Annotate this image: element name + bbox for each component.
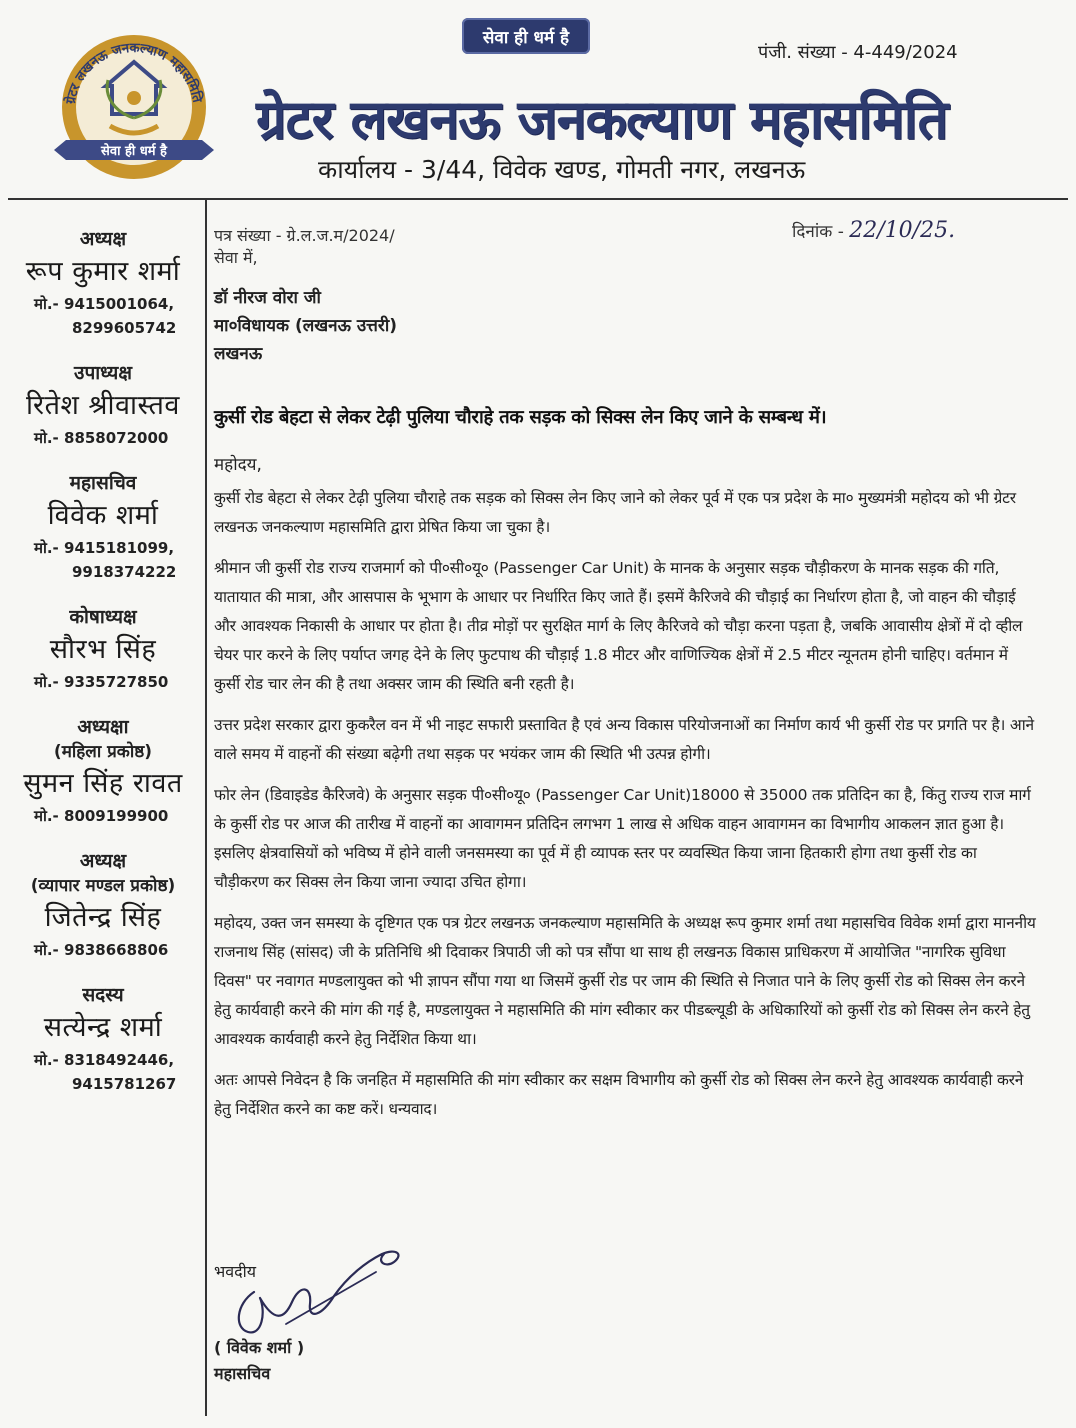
header-divider	[8, 198, 1068, 200]
office-bearer-phone: मो.- 8858072000	[34, 429, 169, 447]
signatory-name: ( विवेक शर्मा )	[214, 1338, 305, 1357]
office-bearer-phone: 9415781267	[72, 1075, 177, 1093]
paragraph: फोर लेन (डिवाइडेड कैरिजवे) के अनुसार सड़क पी०सी०यू० (Passenger Car Unit)18000 से 35000 तक प्रतिदिन का है, किंतु राज्य राज मार्ग के कुर्सी रोड पर आज की तारीख में वाहनों का आवागमन प्रतिदिन लगभग 1 लाख से अधिक वाहन आवागमन का विभागीय आकलन ज्ञात हुआ है। इसलिए क्षेत्रवासियों को भविष्य में होने वाली जनसमस्या का पूर्व में ही व्यापक स्तर पर व्यवस्थित किया जाना हितकारी होगा तथा कुर्सी रोड का चौड़ीकरण कर सिक्स लेन किया जाना ज्यादा उचित होगा।	[214, 786, 1031, 891]
office-bearers-sidebar	[8, 226, 198, 1116]
office-bearer	[8, 360, 198, 450]
reference-number: पत्र संख्या - ग्रे.ल.ज.म/2024/	[214, 226, 395, 245]
registration-number: पंजी. संख्या - 4-449/2024	[758, 42, 958, 63]
paragraph: कुर्सी रोड बेहटा से लेकर टेढ़ी पुलिया चौराहे तक सड़क को सिक्स लेन किए जाने को लेकर पूर्व में एक पत्र प्रदेश के मा० मुख्यमंत्री महोदय को भी ग्रेटर लखनऊ जनकल्याण महासमिति द्वारा प्रेषित किया जा चुका है।	[214, 489, 1016, 536]
signatory-designation: महासचिव	[214, 1364, 271, 1383]
office-bearer-name: रितेश श्रीवास्तव	[26, 390, 180, 421]
office-bearer-name: विवेक शर्मा	[47, 500, 159, 531]
office-bearer-phone: मो.- 9415001064,	[34, 295, 175, 313]
paragraph: श्रीमान जी कुर्सी रोड राज्य राजमार्ग को पी०सी०यू० (Passenger Car Unit) के मानक के अनुसार सड़क चौड़ीकरण के मानक सड़क की गति, यातायात की मात्रा, और आसपास के भूभाग के आधार पर निर्धारित किए जाते हैं। इसमें कैरिजवे की चौड़ाई का निर्धारण होता है, जो वाहन की चौड़ाई और आवश्यक निकासी के आधार पर होता है। तीव्र मोड़ों पर सुरक्षित मार्ग के लिए कैरिजवे को चौड़ा करना पड़ता है, जबकि आवासीय क्षेत्रों में दो व्हील चेयर पार करने के लिए पर्याप्त जगह देने के लिए फुटपाथ की चौड़ाई 1.8 मीटर और वाणिज्यिक क्षेत्रों में 2.5 मीटर न्यूनतम होनी चाहिए। वर्तमान में कुर्सी रोड चार लेन की है तथा अक्सर जाम की स्थिति बनी रहती है।	[214, 559, 1023, 693]
logo-ribbon-text: सेवा ही धर्म है	[101, 144, 167, 159]
office-bearer-phone: मो.- 9415181099,	[34, 539, 175, 557]
date-value: 22/10/25.	[849, 218, 956, 243]
office-bearer-role: सदस्य	[82, 984, 124, 1006]
office-bearer-role: अध्यक्ष	[79, 228, 127, 250]
office-bearer	[8, 226, 198, 340]
letter-date	[792, 218, 955, 243]
addressee-city: लखनऊ	[214, 344, 263, 364]
office-bearer	[8, 848, 198, 962]
office-bearer-cell: (व्यापार मण्डल प्रकोष्ठ)	[30, 876, 176, 896]
office-bearer-phone: 9918374222	[72, 563, 177, 581]
logo-sun-icon	[127, 91, 141, 105]
addressee-name: डॉ नीरज वोरा जी	[214, 288, 321, 308]
office-bearer-name: सौरभ सिंह	[49, 634, 157, 665]
office-address: कार्यालय - 3/44, विवेक खण्ड, गोमती नगर, लखनऊ	[318, 155, 806, 184]
office-bearer-role: अध्यक्ष	[79, 850, 127, 872]
handwritten-signature	[226, 1232, 426, 1342]
office-bearer-name: जितेन्द्र सिंह	[44, 902, 162, 933]
salutation: महोदय,	[214, 455, 262, 475]
office-bearer	[8, 604, 198, 694]
paragraph: अतः आपसे निवेदन है कि जनहित में महासमिति की मांग स्वीकार कर सक्षम विभागीय को कुर्सी रोड को सिक्स लेन करने हेतु आवश्यक कार्यवाही करने हेतु निर्देशित करने का कष्ट करें। धन्यवाद।	[214, 1071, 1024, 1118]
organization-logo	[44, 22, 224, 192]
office-bearer-phone: 8299605742	[72, 319, 177, 337]
office-bearer-role: महासचिव	[69, 472, 137, 494]
letter-subject: कुर्सी रोड बेहटा से लेकर टेढ़ी पुलिया चौराहे तक सड़क को सिक्स लेन किए जाने के सम्बन्ध में।	[214, 407, 827, 428]
motto-badge: सेवा ही धर्म है	[462, 18, 590, 54]
addressee-title: मा०विधायक (लखनऊ उत्तरी)	[214, 316, 398, 336]
paragraph: महोदय, उक्त जन समस्या के दृष्टिगत एक पत्र ग्रेटर लखनऊ जनकल्याण महासमिति के अध्यक्ष रूप कुमार शर्मा तथा महासचिव विवेक शर्मा द्वारा माननीय राजनाथ सिंह (सांसद) जी के प्रतिनिधि श्री दिवाकर त्रिपाठी जी को पत्र सौंपा था साथ ही लखनऊ विकास प्राधिकरण में आयोजित "नागरिक सुविधा दिवस" पर नवागत मण्डलायुक्त को भी ज्ञापन सौंपा गया था जिसमें कुर्सी रोड पर जाम की स्थिति से निजात पाने के लिए कुर्सी रोड को सिक्स लेन करने हेतु कार्यवाही करने की मांग की गई है, मण्डलायुक्त ने महासमिति की मांग स्वीकार कर पीडब्ल्यूडी के अधिकारियों को कुर्सी रोड को सिक्स लेन करने हेतु आवश्यक कार्यवाही करने हेतु निर्देशित किया था।	[214, 914, 1036, 1048]
office-bearer	[8, 470, 198, 584]
date-label: दिनांक -	[792, 222, 844, 242]
paragraph: उत्तर प्रदेश सरकार द्वारा कुकरैल वन में भी नाइट सफारी प्रस्तावित है एवं अन्य विकास परियोजनाओं का निर्माण कार्य भी कुर्सी रोड पर प्रगति पर है। आने वाले समय में वाहनों की संख्या बढ़ेगी तथा सड़क पर भयंकर जाम की स्थिति भी उत्पन्न होगी।	[214, 716, 1034, 763]
office-bearer-role: अध्यक्षा	[77, 716, 129, 738]
letter-paragraphs	[214, 484, 1036, 1136]
office-bearer-name: सत्येन्द्र शर्मा	[43, 1012, 163, 1043]
office-bearer-phone: मो.- 8318492446,	[34, 1051, 175, 1069]
sewa-me: सेवा में,	[214, 248, 258, 267]
office-bearer	[8, 982, 198, 1096]
office-bearer-cell: (महिला प्रकोष्ठ)	[53, 742, 153, 762]
office-bearer-role: कोषाध्यक्ष	[69, 606, 137, 628]
closing: भवदीय	[214, 1262, 257, 1281]
office-bearer-name: सुमन सिंह रावत	[23, 768, 183, 799]
organization-name: ग्रेटर लखनऊ जनकल्याण महासमिति	[256, 88, 948, 151]
office-bearer-phone: मो.- 8009199900	[34, 807, 169, 825]
addressee-block	[214, 284, 397, 368]
sidebar-divider	[205, 200, 207, 1416]
office-bearer-role: उपाध्यक्ष	[74, 362, 132, 384]
office-bearer-phone: मो.- 9838668806	[34, 941, 169, 959]
office-bearer-name: रूप कुमार शर्मा	[25, 256, 181, 287]
office-bearer-phone: मो.- 9335727850	[34, 673, 169, 691]
logo-ring-text: ग्रेटर लखनऊ जनकल्याण महासमिति	[63, 40, 205, 106]
office-bearer	[8, 714, 198, 828]
